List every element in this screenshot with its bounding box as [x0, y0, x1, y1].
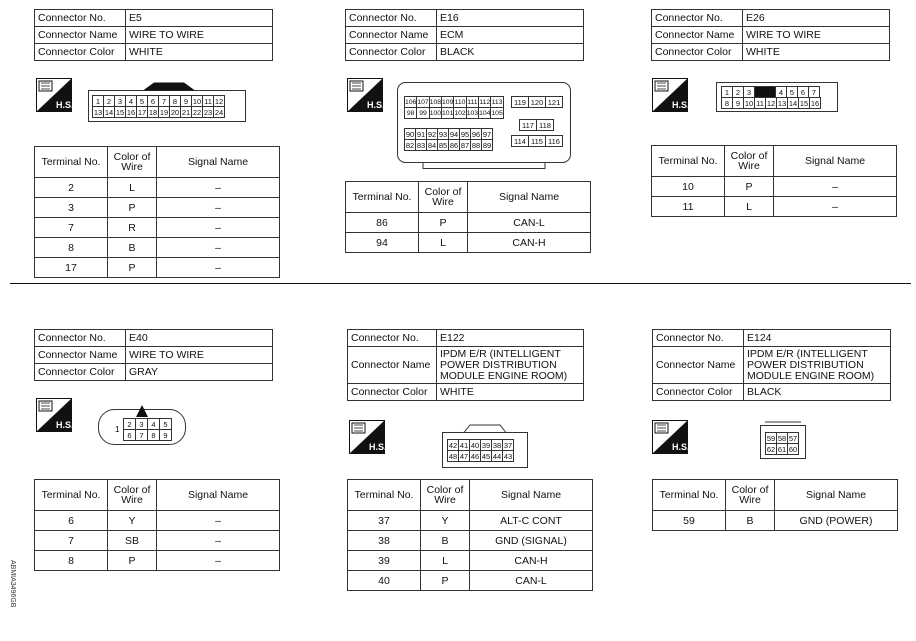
terminal-no-cell: 8 — [35, 551, 108, 571]
e122-pin-grid — [447, 439, 514, 462]
pin: 106 — [405, 98, 417, 106]
pin: 83 — [416, 140, 426, 150]
pin: 3 — [136, 419, 148, 430]
pin: 109 — [442, 98, 454, 106]
hs-icon — [36, 78, 72, 112]
pin: 95 — [460, 129, 470, 139]
signal-name-cell: – — [157, 238, 280, 258]
connector-e124-info — [652, 329, 891, 401]
pin: 93 — [438, 129, 448, 139]
svg-text:H.S.: H.S. — [56, 420, 72, 430]
connector-e40 — [34, 329, 273, 381]
value-connector-no: E122 — [437, 330, 584, 347]
value-connector-no: E26 — [743, 10, 890, 27]
pin: 48 — [448, 451, 458, 461]
e16-pin-grid-right-c — [511, 135, 563, 147]
pin: 4 — [126, 96, 137, 107]
pin: 121 — [546, 97, 563, 108]
header-terminal-no: Terminal No. — [35, 480, 108, 511]
pin: 4 — [148, 419, 160, 430]
pin: 24 — [214, 107, 224, 117]
pin: 94 — [449, 129, 459, 139]
pin: 11 — [756, 98, 764, 108]
pin: 8 — [170, 96, 181, 107]
pin: 103 — [466, 109, 479, 117]
signal-name-cell: – — [157, 178, 280, 198]
section-divider — [10, 283, 911, 284]
pin: 11 — [204, 96, 212, 106]
table-row — [652, 197, 897, 217]
signal-name-cell: CAN-H — [468, 233, 591, 253]
pin: 86 — [449, 140, 459, 150]
svg-text:H.S.: H.S. — [369, 442, 385, 452]
pin: 105 — [491, 109, 503, 117]
pin: 6 — [124, 430, 136, 441]
value-connector-name: WIRE TO WIRE — [126, 27, 273, 44]
pin: 87 — [460, 140, 470, 150]
pin: 59 — [766, 433, 776, 443]
connector-e16-signals — [345, 181, 591, 253]
pin: 15 — [799, 98, 809, 108]
pin: 16 — [810, 98, 820, 108]
pin: 113 — [491, 98, 503, 106]
label-connector-no: Connector No. — [346, 10, 437, 27]
pin: 61 — [777, 444, 787, 454]
pin: 91 — [416, 129, 426, 139]
pin: 46 — [470, 451, 480, 461]
pin: 13 — [93, 107, 103, 117]
pin: 62 — [766, 444, 776, 454]
pin: 5 — [787, 87, 798, 98]
pin: 1 — [93, 96, 104, 107]
pin: 44 — [492, 451, 502, 461]
value-connector-no: E16 — [437, 10, 584, 27]
svg-text:H.S.: H.S. — [367, 100, 383, 110]
table-row — [35, 258, 280, 278]
connector-e40-info — [34, 329, 273, 381]
svg-text:1: 1 — [115, 425, 120, 434]
hs-icon — [347, 78, 383, 112]
wire-color-cell: P — [421, 571, 470, 591]
table-row — [652, 177, 897, 197]
hs-icon — [349, 420, 385, 454]
svg-text:H.S.: H.S. — [56, 100, 72, 110]
wire-color-cell: L — [108, 178, 157, 198]
pin: 112 — [479, 98, 491, 106]
e40-pin-grid — [123, 418, 172, 441]
value-connector-no: E5 — [126, 10, 273, 27]
pin: 57 — [788, 433, 798, 443]
terminal-no-cell: 86 — [346, 213, 419, 233]
pin: 108 — [429, 98, 442, 106]
pin: 2 — [124, 419, 136, 430]
pin: 3 — [744, 87, 755, 98]
table-row — [35, 178, 280, 198]
table-row — [35, 551, 280, 571]
signal-name-cell: – — [157, 258, 280, 278]
value-connector-no: E40 — [126, 330, 273, 347]
pin: 88 — [471, 140, 481, 150]
value-connector-name: WIRE TO WIRE — [126, 347, 273, 364]
table-row — [35, 238, 280, 258]
value-connector-color: WHITE — [743, 44, 890, 61]
connector-e26-face — [716, 82, 838, 112]
pin: 17 — [137, 107, 147, 117]
value-connector-color: BLACK — [744, 384, 891, 401]
e16-pin-grid-right-a — [511, 96, 563, 108]
terminal-no-cell: 38 — [348, 531, 421, 551]
connector-e122-face — [442, 422, 528, 468]
signal-table-e5 — [34, 146, 280, 278]
header-color-of-wire: Color of Wire — [421, 480, 470, 511]
pin: 19 — [159, 107, 169, 117]
terminal-no-cell: 94 — [346, 233, 419, 253]
header-terminal-no: Terminal No. — [653, 480, 726, 511]
label-connector-no: Connector No. — [652, 10, 743, 27]
label-connector-color: Connector Color — [348, 384, 437, 401]
pin: 100 — [429, 109, 442, 117]
signal-name-cell: – — [157, 198, 280, 218]
terminal-no-cell: 17 — [35, 258, 108, 278]
connector-e124 — [652, 329, 891, 401]
signal-table-e26 — [651, 145, 897, 217]
terminal-no-cell: 7 — [35, 531, 108, 551]
pin: 118 — [537, 120, 554, 131]
e5-pin-grid — [92, 95, 225, 118]
signal-name-cell: CAN-L — [468, 213, 591, 233]
label-connector-name: Connector Name — [346, 27, 437, 44]
terminal-no-cell: 3 — [35, 198, 108, 218]
svg-text:H.S.: H.S. — [672, 442, 688, 452]
pin: 47 — [459, 451, 469, 461]
pin: 14 — [788, 98, 798, 108]
signal-name-cell: – — [774, 177, 897, 197]
pin: 9 — [181, 96, 192, 107]
table-row — [348, 571, 593, 591]
signal-table-e16 — [345, 181, 591, 253]
signal-name-cell: GND (POWER) — [775, 511, 898, 531]
pin: 41 — [459, 440, 469, 450]
pin: 9 — [733, 98, 744, 109]
connector-e26-info — [651, 9, 890, 61]
signal-name-cell: – — [157, 551, 280, 571]
connector-e16-info — [345, 9, 584, 61]
signal-table-e124 — [652, 479, 898, 531]
label-connector-color: Connector Color — [652, 44, 743, 61]
table-row — [348, 531, 593, 551]
label-connector-name: Connector Name — [35, 27, 126, 44]
signal-name-cell: – — [774, 197, 897, 217]
header-terminal-no: Terminal No. — [652, 146, 725, 177]
signal-name-cell: ALT-C CONT — [470, 511, 593, 531]
pin: 5 — [160, 419, 172, 430]
pin: 8 — [148, 430, 160, 441]
hs-icon — [36, 398, 72, 432]
header-signal-name: Signal Name — [774, 146, 897, 177]
signal-table-e40 — [34, 479, 280, 571]
terminal-no-cell: 8 — [35, 238, 108, 258]
value-connector-name: IPDM E/R (INTELLIGENT POWER DISTRIBUTION MODULE ENGINE ROOM) — [744, 347, 891, 384]
wire-color-cell: Y — [421, 511, 470, 531]
e16-pin-grid-upper — [404, 96, 504, 119]
connector-e124-face — [760, 421, 808, 459]
pin: 22 — [192, 107, 202, 117]
value-connector-color: WHITE — [126, 44, 273, 61]
signal-table-e122 — [347, 479, 593, 591]
value-connector-color: GRAY — [126, 364, 273, 381]
wire-color-cell: P — [108, 198, 157, 218]
pin: 37 — [503, 440, 513, 450]
pin: 60 — [788, 444, 798, 454]
pin: 85 — [438, 140, 448, 150]
table-row — [348, 511, 593, 531]
table-row — [35, 511, 280, 531]
pin: 3 — [115, 96, 126, 107]
header-color-of-wire: Color of Wire — [726, 480, 775, 511]
value-connector-color: BLACK — [437, 44, 584, 61]
pin: 12 — [214, 96, 224, 106]
table-row — [35, 531, 280, 551]
pin: 38 — [492, 440, 502, 450]
connector-e122-signals — [347, 479, 593, 591]
wire-color-cell: L — [419, 233, 468, 253]
label-connector-color: Connector Color — [35, 44, 126, 61]
table-row — [35, 218, 280, 238]
value-connector-color: WHITE — [437, 384, 584, 401]
pin: 101 — [442, 109, 454, 117]
header-terminal-no: Terminal No. — [348, 480, 421, 511]
wire-color-cell: L — [421, 551, 470, 571]
pin: 43 — [503, 451, 513, 461]
hs-icon — [652, 78, 688, 112]
pin: 82 — [405, 140, 415, 150]
signal-name-cell: – — [157, 531, 280, 551]
terminal-no-cell: 6 — [35, 511, 108, 531]
label-connector-no: Connector No. — [653, 330, 744, 347]
table-row — [35, 198, 280, 218]
pin: 45 — [481, 451, 491, 461]
connector-e5 — [34, 9, 273, 61]
header-color-of-wire: Color of Wire — [419, 182, 468, 213]
pin: 92 — [427, 129, 437, 139]
wire-color-cell: SB — [108, 531, 157, 551]
wire-color-cell: L — [725, 197, 774, 217]
pin: 1 — [722, 87, 733, 98]
pin: 10 — [744, 98, 754, 108]
pin: 90 — [405, 129, 415, 139]
header-color-of-wire: Color of Wire — [725, 146, 774, 177]
terminal-no-cell: 39 — [348, 551, 421, 571]
pin: 7 — [809, 87, 820, 98]
pin: 4 — [776, 87, 787, 98]
pin: 39 — [481, 440, 491, 450]
pin: 15 — [115, 107, 125, 117]
pin: 7 — [136, 430, 148, 441]
header-terminal-no: Terminal No. — [35, 147, 108, 178]
table-row — [346, 233, 591, 253]
terminal-no-cell: 40 — [348, 571, 421, 591]
label-connector-name: Connector Name — [653, 347, 744, 384]
svg-text:H.S.: H.S. — [672, 100, 688, 110]
figure-code: ABMIA3496GB — [9, 560, 16, 608]
connector-e16 — [345, 9, 584, 61]
label-connector-color: Connector Color — [346, 44, 437, 61]
e16-pin-grid-lower — [404, 128, 493, 151]
connector-e16-face — [393, 82, 575, 170]
connector-e124-signals — [652, 479, 898, 531]
connector-e26 — [651, 9, 890, 61]
connector-e40-face — [98, 399, 186, 447]
label-connector-no: Connector No. — [35, 330, 126, 347]
connector-e40-signals — [34, 479, 280, 571]
pin: 96 — [471, 129, 481, 139]
connector-e26-signals — [651, 145, 897, 217]
signal-name-cell: CAN-H — [470, 551, 593, 571]
pin: 111 — [467, 98, 478, 106]
pin: 6 — [148, 96, 159, 107]
wire-color-cell: P — [725, 177, 774, 197]
label-connector-name: Connector Name — [348, 347, 437, 384]
table-row — [348, 551, 593, 571]
value-connector-no: E124 — [744, 330, 891, 347]
terminal-no-cell: 37 — [348, 511, 421, 531]
pin: 120 — [529, 97, 546, 108]
e26-pin-grid-bottom — [721, 97, 821, 109]
hs-icon — [652, 420, 688, 454]
wire-color-cell: B — [726, 511, 775, 531]
pin: 107 — [417, 98, 429, 106]
pin: 58 — [777, 433, 787, 443]
pin: 5 — [137, 96, 148, 107]
pin: 10 — [192, 96, 202, 106]
pin: 18 — [148, 107, 158, 117]
value-connector-name: WIRE TO WIRE — [743, 27, 890, 44]
pin: 21 — [181, 107, 191, 117]
pin: 42 — [448, 440, 458, 450]
pin: 7 — [159, 96, 170, 107]
header-terminal-no: Terminal No. — [346, 182, 419, 213]
terminal-no-cell: 11 — [652, 197, 725, 217]
value-connector-name: IPDM E/R (INTELLIGENT POWER DISTRIBUTION MODULE ENGINE ROOM) — [437, 347, 584, 384]
terminal-no-cell: 59 — [653, 511, 726, 531]
pin: 23 — [203, 107, 213, 117]
pin: 14 — [104, 107, 114, 117]
pin: 102 — [454, 109, 466, 117]
label-connector-no: Connector No. — [348, 330, 437, 347]
signal-name-cell: GND (SIGNAL) — [470, 531, 593, 551]
label-connector-name: Connector Name — [35, 347, 126, 364]
terminal-no-cell: 7 — [35, 218, 108, 238]
pin: 89 — [482, 140, 492, 150]
e124-pin-grid — [765, 432, 799, 455]
pin: 97 — [482, 129, 492, 139]
wire-color-cell: B — [108, 238, 157, 258]
pin: 116 — [546, 136, 563, 147]
pin: 16 — [126, 107, 136, 117]
header-signal-name: Signal Name — [157, 480, 280, 511]
pin: 84 — [427, 140, 437, 150]
signal-name-cell: – — [157, 511, 280, 531]
pin: 98 — [405, 108, 417, 119]
table-row — [653, 511, 898, 531]
pin: 12 — [766, 98, 776, 108]
header-color-of-wire: Color of Wire — [108, 480, 157, 511]
header-signal-name: Signal Name — [470, 480, 593, 511]
value-connector-name: ECM — [437, 27, 584, 44]
label-connector-color: Connector Color — [653, 384, 744, 401]
label-connector-no: Connector No. — [35, 10, 126, 27]
e16-pin-grid-right-b — [519, 119, 554, 131]
pin: 117 — [520, 120, 537, 131]
pin: 6 — [798, 87, 809, 98]
header-signal-name: Signal Name — [775, 480, 898, 511]
pin: 40 — [470, 440, 480, 450]
wire-color-cell: B — [421, 531, 470, 551]
wire-color-cell: P — [419, 213, 468, 233]
terminal-no-cell: 2 — [35, 178, 108, 198]
terminal-no-cell: 10 — [652, 177, 725, 197]
connector-e122 — [347, 329, 584, 401]
pin: 2 — [104, 96, 115, 107]
pin: 115 — [529, 136, 546, 147]
header-signal-name: Signal Name — [157, 147, 280, 178]
header-signal-name: Signal Name — [468, 182, 591, 213]
pin: 13 — [777, 98, 787, 108]
label-connector-color: Connector Color — [35, 364, 126, 381]
pin: 110 — [454, 98, 466, 106]
wire-color-cell: P — [108, 258, 157, 278]
pin: 20 — [170, 107, 180, 117]
wire-color-cell: R — [108, 218, 157, 238]
connector-e5-face — [88, 82, 246, 122]
pin: 8 — [722, 98, 733, 109]
signal-name-cell: CAN-L — [470, 571, 593, 591]
connector-e5-info — [34, 9, 273, 61]
pin: 104 — [479, 109, 491, 117]
pin-key — [755, 87, 776, 98]
label-connector-name: Connector Name — [652, 27, 743, 44]
header-color-of-wire: Color of Wire — [108, 147, 157, 178]
pin: 114 — [512, 136, 529, 147]
pin: 119 — [512, 97, 529, 108]
connector-e5-signals — [34, 146, 280, 278]
signal-name-cell: – — [157, 218, 280, 238]
table-row — [346, 213, 591, 233]
wire-color-cell: P — [108, 551, 157, 571]
pin: 9 — [160, 430, 172, 441]
pin: 99 — [417, 108, 429, 119]
connector-e122-info — [347, 329, 584, 401]
wire-color-cell: Y — [108, 511, 157, 531]
pin: 2 — [733, 87, 744, 98]
